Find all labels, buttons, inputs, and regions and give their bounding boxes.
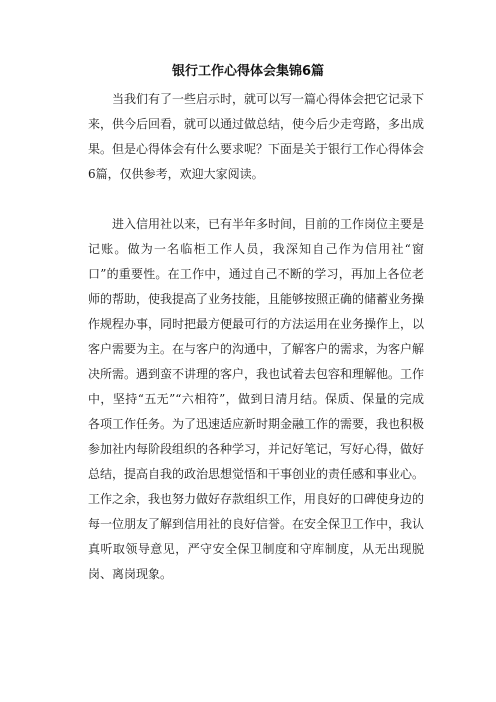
body-paragraph-1: 进入信用社以来，已有半年多时间，目前的工作岗位主要是记账。做为一名临柜工作人员，我深知自己作为信用社“窗口”的重要性。在工作中，通过自己不断的学习，再加上各位老师的帮助，使我提高了业务技能，且能够按照正确的储蓄业务操作规程办事，同时把最方便最可行的方法运用在业务操作上，以客户需要为主。在与客户的沟通中，了解客户的需求，为客户解决所需。遇到蛮不讲理的客户，我也试着去包容和理解他。工作中，坚持“五无”“六相符”，做到日清月结。保质、保量的完成各项工作任务。为了迅速适应新时期金融工作的需要，我也积极参加社内每阶段组织的各种学习，并记好笔记，写好心得，做好总结，提高自我的政治思想觉悟和干事创业的责任感和事业心。工作之余，我也努力做好存款组织工作，用良好的口碑使身边的每一位朋友了解到信用社的良好信誉。在安全保卫工作中，我认真听取领导意见，严守安全保卫制度和守库制度，从无出现脱岗、离岗现象。 — [88, 217, 425, 581]
document-title: 银行工作心得体会集锦6篇 — [171, 64, 325, 79]
intro-paragraph: 当我们有了一些启示时，就可以写一篇心得体会把它记录下来，供今后回看，就可以通过做总结，使今后少走弯路，多出成果。但是心得体会有什么要求呢？下面是关于银行工作心得体会6篇，仅供参考，欢迎大家阅读。 — [88, 92, 425, 181]
